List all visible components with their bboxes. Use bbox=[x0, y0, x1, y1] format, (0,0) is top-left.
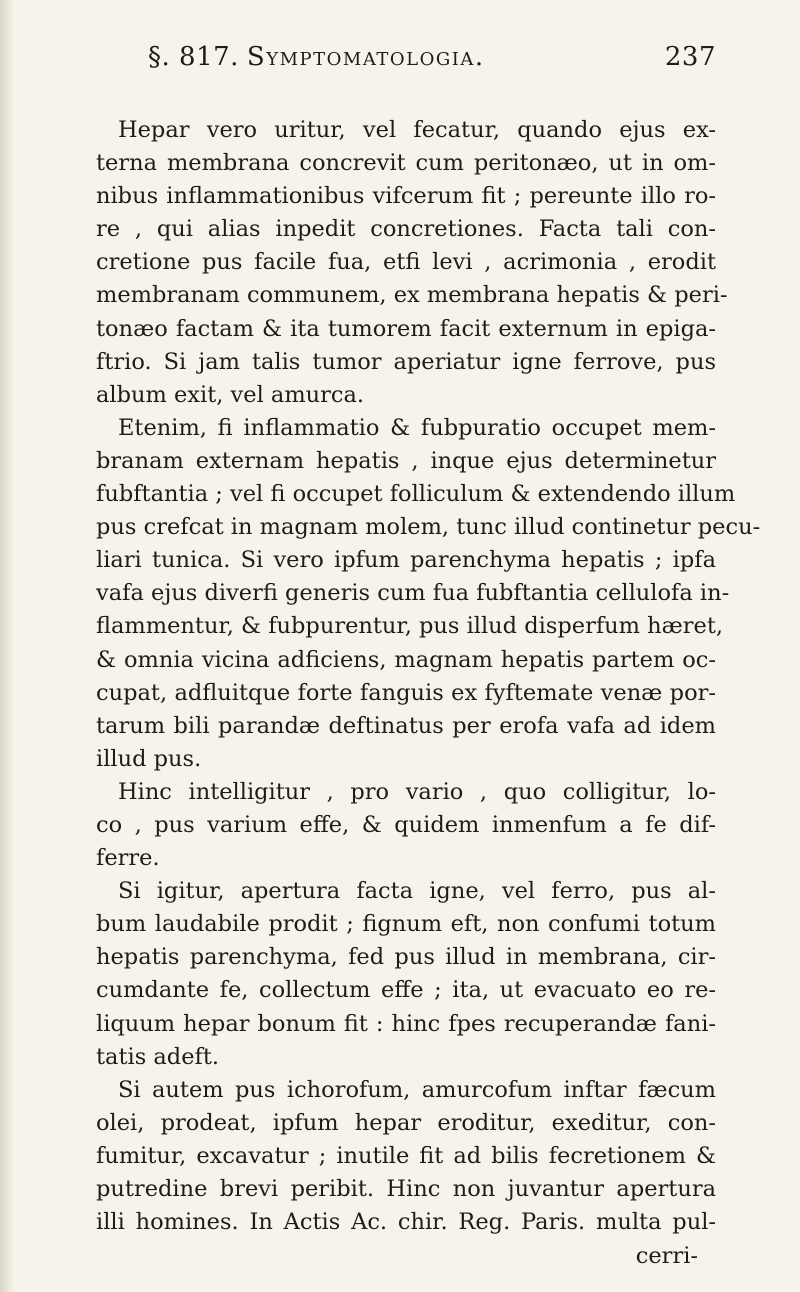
running-head-section bbox=[148, 42, 485, 72]
text-line: cumdante fe, collectum effe ; ita, ut evacuato eo re- bbox=[96, 977, 716, 1004]
text-line: Etenim, fi inflammatio & fubpuratio occupet mem- bbox=[118, 414, 716, 441]
text-line: liquum hepar bonum fit : hinc fpes recuperandæ fani- bbox=[96, 1010, 716, 1037]
body-text bbox=[96, 114, 761, 1239]
catchword: cerri- bbox=[635, 1243, 698, 1270]
text-line: Hinc intelligitur , pro vario , quo colligitur, lo- bbox=[118, 778, 716, 805]
text-line: & omnia vicina adficiens, magnam hepatis partem oc- bbox=[96, 646, 716, 673]
text-line: Hepar vero uritur, vel fecatur, quando ejus ex- bbox=[118, 117, 716, 143]
text-line: tarum bili parandæ deftinatus per erofa vafa ad idem bbox=[96, 712, 716, 739]
text-line: bum laudabile prodit ; fignum eft, non confumi totum bbox=[96, 911, 716, 938]
text-line: illi homines. In Actis Ac. chir. Reg. Paris. multa pul- bbox=[96, 1209, 716, 1236]
text-line: pus crefcat in magnam molem, tunc illud continetur pecu- bbox=[96, 514, 761, 541]
text-line: co , pus varium effe, & quidem inmenfum a fe dif- bbox=[96, 811, 716, 838]
text-line: terna membrana concrevit cum peritonæo, ut in om- bbox=[96, 150, 716, 177]
text-line: ftrio. Si jam talis tumor aperiatur igne ferrove, pus bbox=[96, 348, 716, 375]
text-line: cupat, adfluitque forte fanguis ex fyftemate venæ por- bbox=[96, 679, 716, 706]
text-line: Si igitur, apertura facta igne, vel ferro, pus al- bbox=[118, 878, 716, 905]
text-line: ferre. bbox=[96, 845, 160, 872]
text-line: hepatis parenchyma, fed pus illud in membrana, cir- bbox=[96, 944, 716, 971]
text-line: flammentur, & fubpurentur, pus illud disperfum hæret, bbox=[96, 613, 724, 640]
section-number: §. 817. bbox=[148, 42, 239, 72]
page-binding-edge bbox=[0, 0, 14, 1292]
text-line: vafa ejus diverfi generis cum fua fubftantia cellulofa in- bbox=[96, 580, 730, 607]
running-head-title: Symptomatologia. bbox=[246, 42, 485, 72]
text-line: branam externam hepatis , inque ejus determinetur bbox=[96, 447, 716, 474]
text-line: tatis adeft. bbox=[96, 1043, 220, 1070]
text-line: olei, prodeat, ipfum hepar eroditur, exeditur, con- bbox=[96, 1109, 716, 1136]
text-line: nibus inflammationibus vifcerum fit ; pereunte illo ro- bbox=[96, 183, 716, 210]
running-head bbox=[96, 42, 716, 86]
text-line: album exit, vel amurca. bbox=[96, 381, 365, 408]
text-line: tonæo factam & ita tumorem facit externum in epiga- bbox=[96, 315, 716, 342]
text-line: fubftantia ; vel fi occupet folliculum & extendendo illum bbox=[96, 481, 736, 508]
text-line: fumitur, excavatur ; inutile fit ad bilis fecretionem & bbox=[96, 1142, 716, 1169]
text-line: re , qui alias inpedit concretiones. Facta tali con- bbox=[96, 216, 716, 243]
text-line: putredine brevi peribit. Hinc non juvantur apertura bbox=[96, 1176, 716, 1202]
text-line: cretione pus facile fua, etfi levi , acrimonia , erodit bbox=[96, 249, 716, 276]
text-line: Si autem pus ichorofum, amurcofum inftar fæcum bbox=[118, 1076, 716, 1103]
text-line: illud pus. bbox=[96, 745, 202, 772]
book-page bbox=[96, 42, 761, 1273]
page-number: 237 bbox=[664, 42, 716, 72]
text-line: membranam communem, ex membrana hepatis & peri- bbox=[96, 282, 728, 309]
text-line: liari tunica. Si vero ipfum parenchyma hepatis ; ipfa bbox=[96, 547, 716, 574]
